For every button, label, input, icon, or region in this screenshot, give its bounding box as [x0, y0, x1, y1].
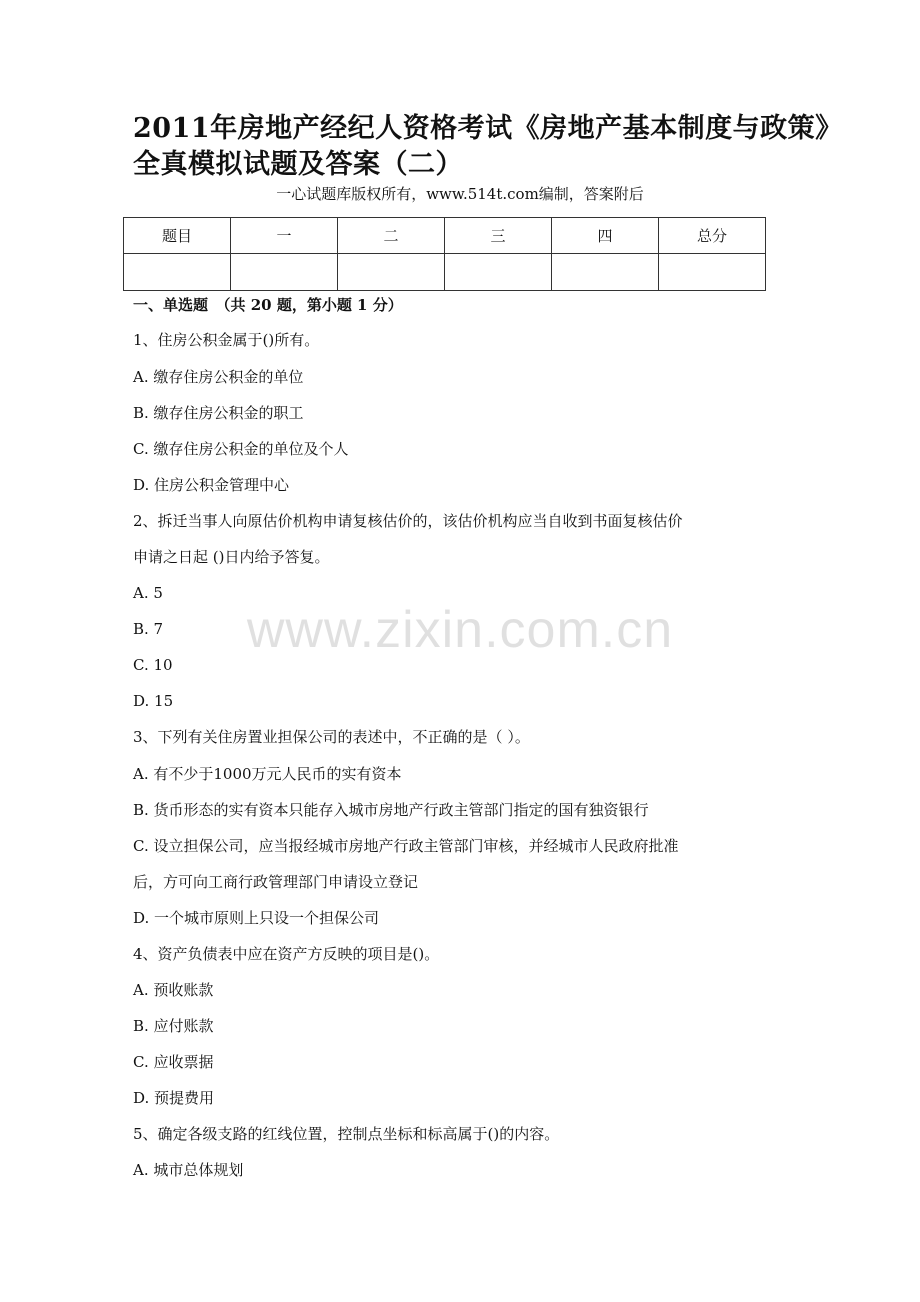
text-line: C. 10: [133, 656, 173, 674]
text-line: B. 7: [133, 620, 164, 638]
text-line: A. 城市总体规划: [133, 1161, 244, 1179]
score-value-cell: [659, 254, 766, 291]
text-line: A. 有不少于1000万元人民币的实有资本: [133, 765, 402, 783]
score-value-cell: [552, 254, 659, 291]
score-value-cell: [338, 254, 445, 291]
score-table-header-row: [124, 218, 766, 254]
score-header-cell: 三: [445, 218, 552, 254]
text-line: A. 预收账款: [133, 981, 214, 999]
text-line: 后，方可向工商行政管理部门申请设立登记: [133, 873, 419, 891]
text-line: D. 15: [133, 692, 174, 710]
text-line: D. 预提费用: [133, 1089, 215, 1107]
text-line: C. 应收票据: [133, 1053, 214, 1071]
text-line: A. 5: [133, 584, 163, 602]
score-value-cell: [124, 254, 231, 291]
score-header-cell: 总分: [659, 218, 766, 254]
text-line: 申请之日起 ()日内给予答复。: [133, 548, 330, 566]
score-table-value-row: [124, 254, 766, 291]
text-line: 4、资产负债表中应在资产方反映的项目是()。: [133, 945, 440, 963]
score-table: [123, 217, 766, 291]
text-line: 1、住房公积金属于()所有。: [133, 331, 320, 349]
text-line: 5、确定各级支路的红线位置，控制点坐标和标高属于()的内容。: [133, 1125, 560, 1143]
text-line: D. 一个城市原则上只设一个担保公司: [133, 909, 380, 927]
text-line: B. 货币形态的实有资本只能存入城市房地产行政主管部门指定的国有独资银行: [133, 801, 649, 819]
text-line: D. 住房公积金管理中心: [133, 476, 290, 494]
score-header-cell: 二: [338, 218, 445, 254]
watermark: www.zixin.com.cn: [246, 601, 674, 659]
text-line: A. 缴存住房公积金的单位: [133, 368, 304, 386]
text-line: B. 应付账款: [133, 1017, 214, 1035]
text-line: C. 设立担保公司，应当报经城市房地产行政主管部门审核，并经城市人民政府批准: [133, 837, 679, 855]
document-title-line-1: 2011年房地产经纪人资格考试《房地产基本制度与政策》: [133, 113, 843, 144]
section-heading: 一、单选题 （共 20 题，第小题 1 分）: [133, 296, 403, 314]
document-subtitle: 一心试题库版权所有，www.514t.com编制，答案附后: [276, 185, 644, 203]
score-header-cell: 四: [552, 218, 659, 254]
score-value-cell: [445, 254, 552, 291]
score-header-cell: 一: [231, 218, 338, 254]
text-line: C. 缴存住房公积金的单位及个人: [133, 440, 349, 458]
score-value-cell: [231, 254, 338, 291]
score-header-cell: 题目: [124, 218, 231, 254]
text-line: 2、拆迁当事人向原估价机构申请复核估价的，该估价机构应当自收到书面复核估价: [133, 512, 683, 530]
text-line: B. 缴存住房公积金的职工: [133, 404, 304, 422]
text-line: 3、下列有关住房置业担保公司的表述中，不正确的是（ ）。: [133, 728, 530, 746]
document-title-line-2: 全真模拟试题及答案（二）: [133, 149, 463, 180]
